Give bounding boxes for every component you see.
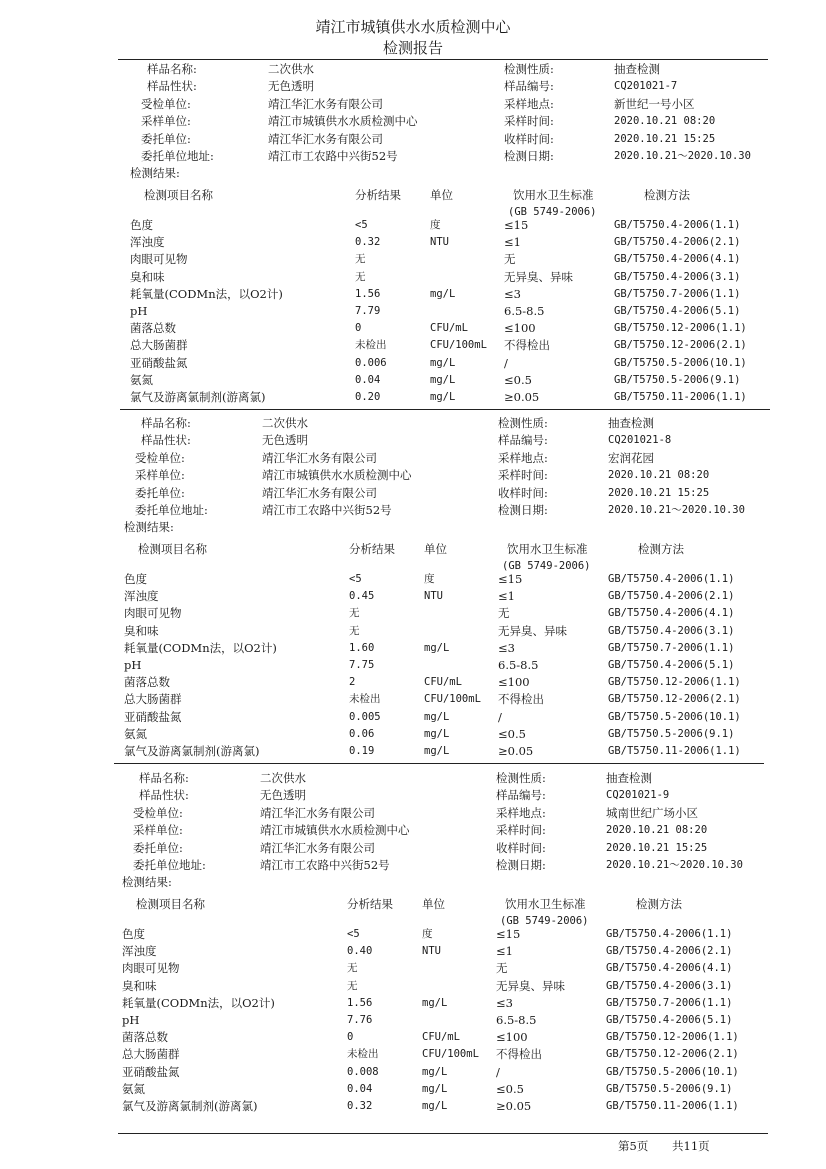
table-row-standard: ≤15 [504, 218, 529, 232]
value-receive-time: 2020.10.21 15:25 [614, 132, 716, 145]
value-sample-no: CQ201021-7 [614, 80, 678, 93]
table-row-standard: ≤1 [498, 589, 515, 604]
col-header-standard: 饮用水卫生标准 [507, 541, 588, 556]
label-sampling-place: 采样地点: [496, 805, 546, 820]
table-row-result: 无 [347, 979, 358, 992]
table-row-method: GB/T5750.12-2006(1.1) [608, 676, 741, 689]
table-row-method: GB/T5750.7-2006(1.1) [614, 287, 741, 300]
table-row-standard: ≤0.5 [496, 1081, 524, 1096]
table-row-method: GB/T5750.4-2006(3.1) [614, 270, 741, 283]
table-row-result: 0.40 [347, 945, 373, 958]
label-client-address: 委托单位地址: [133, 858, 206, 872]
table-row-standard: 不得检出 [504, 338, 550, 353]
table-row-standard: ≥0.05 [496, 1099, 532, 1113]
table-row-item: 氨氮 [130, 372, 153, 387]
label-receiving-unit: 受检单位: [135, 450, 185, 465]
table-row-result: 0.45 [349, 590, 375, 603]
label-receive-time: 收样时间: [496, 840, 546, 855]
value-sample-no: CQ201021-9 [606, 789, 670, 802]
report-org-title: 靖江市城镇供水水质检测中心 [315, 18, 511, 36]
table-row-unit: mg/L [422, 1065, 448, 1078]
label-sampling-place: 采样地点: [498, 450, 548, 465]
table-row-result: 7.75 [349, 659, 375, 671]
label-sample-no: 样品编号: [504, 79, 554, 94]
label-sampling-unit: 采样单位: [135, 468, 185, 483]
col-header-method: 检测方法 [636, 896, 682, 911]
value-sampling-unit: 靖江市城镇供水水质检测中心 [268, 114, 418, 129]
col-header-unit: 单位 [422, 896, 445, 911]
value-client-unit: 靖江华汇水务有限公司 [262, 485, 377, 500]
table-row-unit: mg/L [424, 641, 450, 654]
label-receiving-unit: 受检单位: [141, 96, 191, 111]
table-row-unit: NTU [422, 945, 441, 958]
table-row-standard: ≤100 [498, 675, 530, 690]
table-row-method: GB/T5750.12-2006(2.1) [608, 693, 741, 706]
col-header-item: 检测项目名称 [144, 187, 213, 202]
table-row-item: 浑浊度 [130, 235, 165, 250]
table-row-unit: mg/L [422, 996, 448, 1009]
table-row-item: 总大肠菌群 [124, 692, 182, 707]
table-row-result: 0 [355, 322, 362, 335]
table-row-item: 臭和味 [124, 623, 159, 638]
table-row-result: 0.04 [355, 373, 381, 386]
table-row-method: GB/T5750.4-2006(3.1) [608, 624, 735, 637]
table-row-result: 1.60 [349, 641, 375, 654]
table-row-method: GB/T5750.4-2006(1.1) [606, 928, 733, 940]
value-receive-time: 2020.10.21 15:25 [608, 486, 710, 499]
table-row-standard: 无 [496, 961, 508, 976]
col-header-result: 分析结果 [349, 541, 395, 556]
col-header-standard-code: (GB 5749-2006) [502, 559, 591, 572]
table-row-unit: CFU/100mL [424, 693, 481, 706]
table-row-result: 未检出 [355, 339, 387, 352]
table-row-item: 总大肠菌群 [130, 338, 188, 353]
label-receive-time: 收样时间: [504, 131, 554, 146]
col-header-result: 分析结果 [347, 896, 393, 911]
col-header-method: 检测方法 [644, 187, 690, 202]
table-row-method: GB/T5750.5-2006(9.1) [614, 373, 741, 386]
label-client-unit: 委托单位: [135, 485, 185, 500]
table-row-method: GB/T5750.4-2006(5.1) [608, 659, 735, 671]
table-row-result: 未检出 [347, 1048, 379, 1061]
table-row-method: GB/T5750.4-2006(1.1) [614, 219, 741, 231]
col-header-item: 检测项目名称 [136, 896, 205, 911]
value-sample-name: 二次供水 [262, 416, 308, 430]
label-sampling-place: 采样地点: [504, 96, 554, 111]
table-row-item: 色度 [124, 572, 147, 586]
table-row-item: 菌落总数 [130, 321, 176, 336]
value-client-unit: 靖江华汇水务有限公司 [260, 840, 375, 855]
table-row-method: GB/T5750.7-2006(1.1) [608, 641, 735, 654]
table-row-method: GB/T5750.11-2006(1.1) [606, 1100, 739, 1112]
table-row-result: 0.32 [355, 236, 381, 249]
table-row-method: GB/T5750.4-2006(2.1) [608, 590, 735, 603]
table-row-unit: CFU/100mL [422, 1048, 479, 1061]
table-row-standard: 无 [498, 606, 510, 621]
label-receive-time: 收样时间: [498, 485, 548, 500]
table-row-standard: ≤0.5 [504, 372, 532, 387]
table-row-method: GB/T5750.5-2006(10.1) [614, 356, 747, 369]
table-row-standard: 无异臭、异味 [504, 269, 573, 284]
table-row-result: 0.008 [347, 1065, 379, 1078]
page-number: 第5页 [618, 1139, 649, 1153]
table-row-standard: 无异臭、异味 [498, 623, 567, 638]
table-row-item: 肉眼可见物 [130, 252, 188, 267]
value-client-address: 靖江市工农路中兴街52号 [260, 858, 390, 872]
table-row-method: GB/T5750.12-2006(1.1) [606, 1031, 739, 1044]
table-row-unit: CFU/100mL [430, 339, 487, 352]
table-row-standard: 不得检出 [496, 1047, 542, 1062]
table-row-result: 0 [347, 1031, 354, 1044]
table-row-result: 无 [355, 253, 366, 266]
label-client-address: 委托单位地址: [135, 503, 208, 517]
label-sample-name: 样品名称: [147, 62, 197, 76]
table-row-method: GB/T5750.4-2006(2.1) [614, 236, 741, 249]
table-row-item: pH [130, 304, 148, 318]
table-row-unit: mg/L [430, 287, 456, 300]
table-row-unit: NTU [424, 590, 443, 603]
table-row-result: 无 [349, 624, 360, 637]
table-row-method: GB/T5750.4-2006(4.1) [606, 962, 733, 975]
table-row-result: <5 [349, 573, 362, 585]
label-sample-name: 样品名称: [139, 771, 189, 785]
table-row-unit: mg/L [430, 373, 456, 386]
label-sample-nature: 样品性状: [141, 433, 191, 448]
report-title: 检测报告 [382, 39, 443, 57]
value-sampling-place: 城南世纪广场小区 [606, 805, 698, 820]
table-row-result: 0.20 [355, 391, 381, 403]
value-client-unit: 靖江华汇水务有限公司 [268, 131, 383, 146]
table-row-item: 浑浊度 [122, 944, 157, 959]
table-row-result: 无 [355, 270, 366, 283]
table-row-unit: mg/L [422, 1100, 448, 1112]
table-row-item: 菌落总数 [124, 675, 170, 690]
table-row-method: GB/T5750.5-2006(9.1) [608, 727, 735, 740]
table-row-item: 耗氧量(CODMn法，以O2计) [130, 286, 283, 301]
table-row-standard: ≤3 [504, 286, 521, 301]
label-client-unit: 委托单位: [141, 131, 191, 146]
results-label: 检测结果: [122, 875, 172, 890]
label-sampling-unit: 采样单位: [133, 823, 183, 838]
table-row-standard: ≤100 [504, 321, 536, 336]
table-row-result: <5 [355, 219, 368, 231]
col-header-unit: 单位 [424, 541, 447, 556]
table-row-item: 氨氮 [122, 1081, 145, 1096]
col-header-standard: 饮用水卫生标准 [505, 896, 586, 911]
label-sampling-time: 采样时间: [498, 468, 548, 483]
label-test-date: 检测日期: [496, 858, 546, 872]
table-row-standard: ≤3 [496, 995, 513, 1010]
value-test-nature: 抽查检测 [614, 62, 660, 76]
table-row-item: 肉眼可见物 [122, 961, 180, 976]
value-sample-nature: 无色透明 [260, 788, 306, 803]
table-row-method: GB/T5750.4-2006(5.1) [606, 1014, 733, 1026]
table-row-standard: ≤1 [504, 235, 521, 250]
col-header-item: 检测项目名称 [138, 541, 207, 556]
table-row-result: 7.79 [355, 305, 381, 317]
table-row-unit: mg/L [424, 745, 450, 757]
table-row-item: 氯气及游离氯制剂(游离氯) [122, 1099, 258, 1113]
col-header-standard-code: (GB 5749-2006) [508, 205, 597, 218]
table-row-standard: / [496, 1064, 500, 1079]
value-client-address: 靖江市工农路中兴街52号 [268, 149, 398, 163]
table-row-unit: NTU [430, 236, 449, 249]
table-row-method: GB/T5750.4-2006(4.1) [614, 253, 741, 266]
value-receiving-unit: 靖江华汇水务有限公司 [262, 450, 377, 465]
label-receiving-unit: 受检单位: [133, 805, 183, 820]
label-client-unit: 委托单位: [133, 840, 183, 855]
table-row-method: GB/T5750.12-2006(2.1) [614, 339, 747, 352]
table-row-standard: ≤15 [498, 572, 523, 586]
value-sampling-place: 新世纪一号小区 [614, 96, 695, 111]
value-test-date: 2020.10.21～2020.10.30 [614, 150, 751, 162]
value-sample-nature: 无色透明 [268, 79, 314, 94]
table-row-result: 未检出 [349, 693, 381, 706]
value-sampling-unit: 靖江市城镇供水水质检测中心 [260, 823, 410, 838]
table-row-standard: ≥0.05 [504, 390, 540, 404]
table-row-result: 无 [347, 962, 358, 975]
table-row-item: pH [124, 658, 142, 672]
value-test-date: 2020.10.21～2020.10.30 [606, 859, 743, 871]
value-receive-time: 2020.10.21 15:25 [606, 841, 708, 854]
value-client-address: 靖江市工农路中兴街52号 [262, 503, 392, 517]
table-row-method: GB/T5750.12-2006(2.1) [606, 1048, 739, 1061]
table-row-method: GB/T5750.4-2006(1.1) [608, 573, 735, 585]
value-sampling-time: 2020.10.21 08:20 [614, 115, 716, 128]
label-sample-name: 样品名称: [141, 416, 191, 430]
table-row-item: 氯气及游离氯制剂(游离氯) [130, 390, 266, 404]
block-divider [114, 763, 764, 764]
table-row-item: 菌落总数 [122, 1030, 168, 1045]
label-test-nature: 检测性质: [504, 62, 554, 76]
label-client-address: 委托单位地址: [141, 149, 214, 163]
table-row-item: 浑浊度 [124, 589, 159, 604]
table-row-unit: mg/L [430, 356, 456, 369]
table-row-result: 0.19 [349, 745, 375, 757]
table-row-standard: 6.5-8.5 [496, 1013, 537, 1027]
table-row-method: GB/T5750.4-2006(5.1) [614, 305, 741, 317]
value-test-date: 2020.10.21～2020.10.30 [608, 504, 745, 516]
table-row-unit: CFU/mL [422, 1031, 460, 1044]
table-row-item: 氨氮 [124, 726, 147, 741]
value-sampling-time: 2020.10.21 08:20 [606, 824, 708, 837]
value-sampling-place: 宏润花园 [608, 450, 654, 465]
label-sampling-time: 采样时间: [504, 114, 554, 129]
table-row-standard: ≤3 [498, 640, 515, 655]
table-row-item: 色度 [122, 927, 145, 941]
table-row-unit: mg/L [424, 727, 450, 740]
table-row-item: 色度 [130, 218, 153, 232]
table-row-method: GB/T5750.4-2006(2.1) [606, 945, 733, 958]
table-row-method: GB/T5750.4-2006(4.1) [608, 607, 735, 620]
value-test-nature: 抽查检测 [606, 771, 652, 785]
table-row-result: 7.76 [347, 1014, 373, 1026]
table-row-result: 1.56 [347, 996, 373, 1009]
table-row-standard: / [498, 709, 502, 724]
table-row-standard: 6.5-8.5 [504, 304, 545, 318]
table-row-standard: / [504, 355, 508, 370]
value-sample-no: CQ201021-8 [608, 434, 672, 447]
table-row-unit: mg/L [422, 1082, 448, 1095]
value-sample-nature: 无色透明 [262, 433, 308, 448]
label-sample-nature: 样品性状: [139, 788, 189, 803]
table-row-unit: CFU/mL [430, 322, 468, 335]
label-test-nature: 检测性质: [496, 771, 546, 785]
table-row-item: 亚硝酸盐氮 [130, 355, 188, 370]
table-row-result: 0.005 [349, 710, 381, 723]
label-test-date: 检测日期: [504, 149, 554, 163]
label-sample-nature: 样品性状: [147, 79, 197, 94]
table-row-result: 无 [349, 607, 360, 620]
col-header-standard: 饮用水卫生标准 [513, 187, 594, 202]
table-row-method: GB/T5750.5-2006(10.1) [606, 1065, 739, 1078]
label-test-date: 检测日期: [498, 503, 548, 517]
value-sample-name: 二次供水 [268, 62, 314, 76]
table-row-result: 0.06 [349, 727, 375, 740]
table-row-unit: 度 [422, 928, 433, 940]
table-row-method: GB/T5750.11-2006(1.1) [614, 391, 747, 403]
table-row-result: 0.006 [355, 356, 387, 369]
table-row-item: 肉眼可见物 [124, 606, 182, 621]
table-row-item: 亚硝酸盐氮 [122, 1064, 180, 1079]
label-sampling-time: 采样时间: [496, 823, 546, 838]
table-row-standard: ≤1 [496, 944, 513, 959]
value-test-nature: 抽查检测 [608, 416, 654, 430]
table-row-item: 耗氧量(CODMn法，以O2计) [124, 640, 277, 655]
table-row-item: 氯气及游离氯制剂(游离氯) [124, 744, 260, 758]
table-row-item: 亚硝酸盐氮 [124, 709, 182, 724]
table-row-standard: ≥0.05 [498, 744, 534, 758]
value-sampling-time: 2020.10.21 08:20 [608, 469, 710, 482]
value-sample-name: 二次供水 [260, 771, 306, 785]
table-row-standard: 无 [504, 252, 516, 267]
table-row-result: 0.32 [347, 1100, 373, 1112]
table-row-method: GB/T5750.11-2006(1.1) [608, 745, 741, 757]
table-row-result: 2 [349, 676, 356, 689]
table-row-method: GB/T5750.7-2006(1.1) [606, 996, 733, 1009]
col-header-standard-code: (GB 5749-2006) [500, 914, 589, 927]
label-sample-no: 样品编号: [498, 433, 548, 448]
table-row-method: GB/T5750.4-2006(3.1) [606, 979, 733, 992]
table-row-standard: 不得检出 [498, 692, 544, 707]
results-label: 检测结果: [130, 166, 180, 181]
table-row-method: GB/T5750.5-2006(9.1) [606, 1082, 733, 1095]
page-total: 共11页 [672, 1139, 710, 1153]
table-row-standard: ≤0.5 [498, 726, 526, 741]
value-receiving-unit: 靖江华汇水务有限公司 [268, 96, 383, 111]
table-row-unit: mg/L [430, 391, 456, 403]
table-row-standard: 无异臭、异味 [496, 978, 565, 993]
table-row-result: 0.04 [347, 1082, 373, 1095]
bottom-divider [118, 1133, 768, 1134]
top-divider [118, 59, 768, 60]
col-header-unit: 单位 [430, 187, 453, 202]
table-row-unit: CFU/mL [424, 676, 462, 689]
block-divider [120, 409, 770, 410]
results-label: 检测结果: [124, 520, 174, 535]
table-row-item: 总大肠菌群 [122, 1047, 180, 1062]
table-row-method: GB/T5750.12-2006(1.1) [614, 322, 747, 335]
table-row-result: 1.56 [355, 287, 381, 300]
table-row-method: GB/T5750.5-2006(10.1) [608, 710, 741, 723]
label-sample-no: 样品编号: [496, 788, 546, 803]
table-row-item: pH [122, 1013, 140, 1027]
table-row-result: <5 [347, 928, 360, 940]
table-row-item: 臭和味 [122, 978, 157, 993]
value-sampling-unit: 靖江市城镇供水水质检测中心 [262, 468, 412, 483]
label-sampling-unit: 采样单位: [141, 114, 191, 129]
col-header-result: 分析结果 [355, 187, 401, 202]
table-row-standard: ≤15 [496, 927, 521, 941]
label-test-nature: 检测性质: [498, 416, 548, 430]
table-row-unit: 度 [424, 573, 435, 585]
table-row-item: 耗氧量(CODMn法，以O2计) [122, 995, 275, 1010]
table-row-unit: 度 [430, 219, 441, 231]
table-row-standard: 6.5-8.5 [498, 658, 539, 672]
value-receiving-unit: 靖江华汇水务有限公司 [260, 805, 375, 820]
col-header-method: 检测方法 [638, 541, 684, 556]
table-row-standard: ≤100 [496, 1030, 528, 1045]
table-row-item: 臭和味 [130, 269, 165, 284]
table-row-unit: mg/L [424, 710, 450, 723]
